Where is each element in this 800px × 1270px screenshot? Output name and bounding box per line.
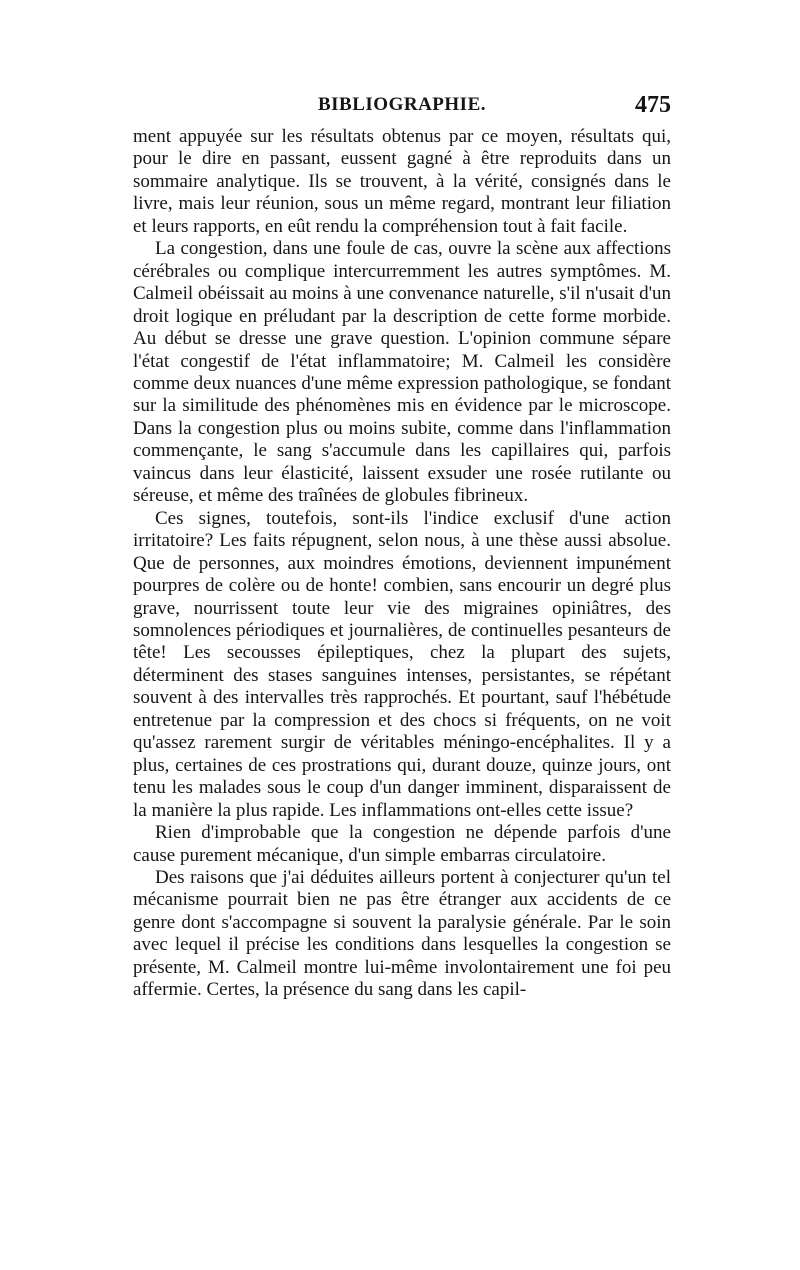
running-title: BIBLIOGRAPHIE. xyxy=(317,94,486,115)
page-number: 475 xyxy=(635,92,671,118)
body-text xyxy=(133,126,671,1002)
paragraph-3: Ces signes, toutefois, sont-ils l'indice exclusif d'une action irritatoire? Les faits répugnent, selon nous, à une thèse aussi absolue. Que de personnes, aux moindres émotions, deviennent impunément pourpres de colère ou de honte! combien, sans encourir un degré plus grave, nourrissent toute leur vie des migraines opiniâtres, des somnolences périodiques et journalières, de continuelles pesanteurs de tête! Les secousses épileptiques, chez la plupart des sujets, déterminent des stases sanguines intenses, persistantes, se répétant souvent à des intervalles très rapprochés. Et pourtant, sauf l'hébétude entretenue par la compression et des chocs si fréquents, on ne voit qu'assez rarement surgir de véritables méningo-encéphalites. Il y a plus, certaines de ces prostrations qui, durant douze, quinze jours, ont tenu les malades sous le coup d'un danger imminent, disparaissent de la manière la plus rapide. Les inflammations ont-elles cette issue? xyxy=(133,507,671,821)
paragraph-2: La congestion, dans une foule de cas, ouvre la scène aux affections cérébrales ou complique intercurremment les autres symptômes. M. Calmeil obéissait au moins à une convenance naturelle, s'il n'usait d'un droit logique en préludant par la description de cette forme morbide. Au début se dresse une grave question. L'opinion commune sépare l'état congestif de l'état inflammatoire; M. Calmeil les considère comme deux nuances d'une même expression pathologique, se fondant sur la similitude des phénomènes mis en évidence par le microscope. Dans la congestion plus ou moins subite, comme dans l'inflammation commençante, le sang s'accumule dans les capillaires qui, parfois vaincus dans leur élasticité, laissent exsuder une rosée rutilante ou séreuse, et même des traînées de globules fibrineux. xyxy=(133,238,671,507)
paragraph-5: Des raisons que j'ai déduites ailleurs portent à conjecturer qu'un tel mécanisme pourrait bien ne pas être étranger aux accidents de ce genre dont s'accompagne si souvent la paralysie générale. Par le soin avec lequel il précise les conditions dans lesquelles la congestion se présente, M. Calmeil montre lui-même involontairement une foi peu affermie. Certes, la présence du sang dans les capil- xyxy=(133,866,671,1001)
paragraph-1: ment appuyée sur les résultats obtenus par ce moyen, résultats qui, pour le dire en passant, eussent gagné à être reproduits dans un sommaire analytique. Ils se trouvent, à la vérité, consignés dans le livre, mais leur réunion, sous un même regard, montrant leur filiation et leurs rapports, en eût rendu la compréhension tout à fait facile. xyxy=(133,126,671,237)
paragraph-4: Rien d'improbable que la congestion ne dépende parfois d'une cause purement mécanique, d'un simple embarras circulatoire. xyxy=(133,822,671,866)
running-header xyxy=(133,94,671,124)
